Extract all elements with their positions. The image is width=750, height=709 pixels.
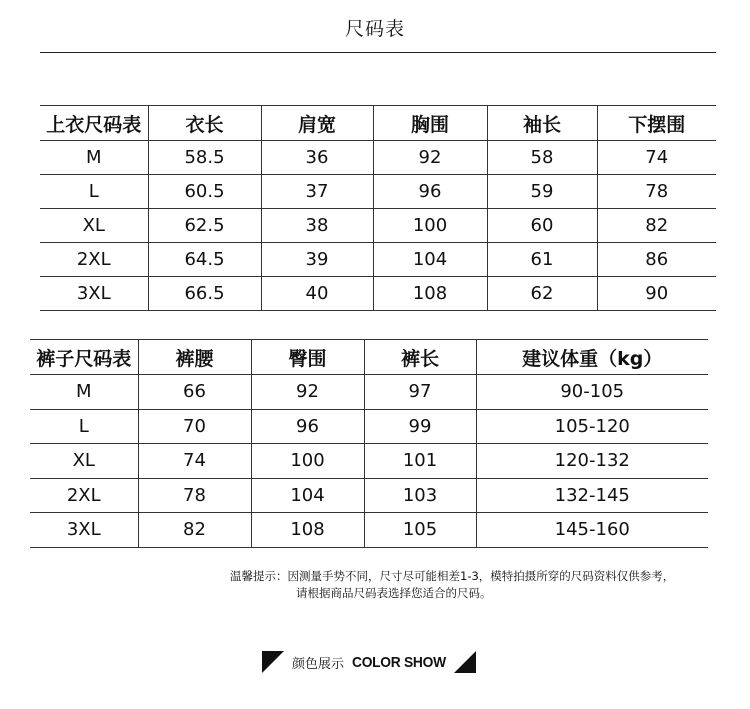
table-cell: 64.5 xyxy=(148,243,261,277)
table-cell: 86 xyxy=(597,243,716,277)
table-cell: 132-145 xyxy=(476,478,708,513)
table-cell: 103 xyxy=(364,478,476,513)
header-cell: 下摆围 xyxy=(597,106,716,141)
table-row xyxy=(30,478,708,513)
header-cell: 建议体重（kg） xyxy=(476,340,708,375)
table-row xyxy=(40,277,716,311)
table-cell: 74 xyxy=(597,141,716,175)
table-row xyxy=(30,409,708,444)
table-cell: 92 xyxy=(373,141,487,175)
table-cell: 37 xyxy=(261,175,373,209)
table-cell: 70 xyxy=(138,409,251,444)
page-title: 尺码表 xyxy=(344,18,405,40)
triangle-right-icon xyxy=(454,651,476,673)
table-cell: 60 xyxy=(487,209,597,243)
table-row xyxy=(40,243,716,277)
table-cell: 92 xyxy=(251,375,364,410)
table-cell: 66.5 xyxy=(148,277,261,311)
table-row xyxy=(30,375,708,410)
bottom-size-table xyxy=(30,339,708,548)
size-cell: XL xyxy=(30,444,138,479)
header-cell: 臀围 xyxy=(251,340,364,375)
table-header-row xyxy=(40,106,716,141)
table-cell: 36 xyxy=(261,141,373,175)
size-cell: M xyxy=(40,141,148,175)
size-cell: 3XL xyxy=(40,277,148,311)
table-cell: 66 xyxy=(138,375,251,410)
color-show-cn-label: 颜色展示 xyxy=(292,656,345,672)
table-row xyxy=(40,141,716,175)
table-cell: 82 xyxy=(138,513,251,548)
table-cell: 99 xyxy=(364,409,476,444)
table-cell: 105-120 xyxy=(476,409,708,444)
header-cell: 肩宽 xyxy=(261,106,373,141)
table-cell: 39 xyxy=(261,243,373,277)
table-header-row xyxy=(30,340,708,375)
table-cell: 96 xyxy=(373,175,487,209)
size-cell: M xyxy=(30,375,138,410)
table-cell: 60.5 xyxy=(148,175,261,209)
header-cell: 胸围 xyxy=(373,106,487,141)
header-cell: 袖长 xyxy=(487,106,597,141)
table-row xyxy=(30,513,708,548)
table-cell: 58.5 xyxy=(148,141,261,175)
notes-line: 请根据商品尺码表选择您适合的尺码。 xyxy=(296,586,492,600)
table-cell: 78 xyxy=(138,478,251,513)
table-cell: 105 xyxy=(364,513,476,548)
table-cell: 38 xyxy=(261,209,373,243)
notes-line: 温馨提示：因测量手势不同，尺寸尽可能相差1-3，模特拍摄所穿的尺码资料仅供参考， xyxy=(230,569,675,583)
table-cell: 58 xyxy=(487,141,597,175)
table-row xyxy=(30,444,708,479)
table-cell: 62.5 xyxy=(148,209,261,243)
table-cell: 61 xyxy=(487,243,597,277)
table-cell: 100 xyxy=(251,444,364,479)
header-cell: 裤子尺码表 xyxy=(30,340,138,375)
table-row xyxy=(40,209,716,243)
size-cell: XL xyxy=(40,209,148,243)
table-cell: 90 xyxy=(597,277,716,311)
size-cell: 3XL xyxy=(30,513,138,548)
size-cell: L xyxy=(40,175,148,209)
color-show-banner xyxy=(262,650,476,674)
table-cell: 90-105 xyxy=(476,375,708,410)
table-cell: 78 xyxy=(597,175,716,209)
table-cell: 59 xyxy=(487,175,597,209)
table-cell: 96 xyxy=(251,409,364,444)
table-cell: 104 xyxy=(373,243,487,277)
table-cell: 40 xyxy=(261,277,373,311)
table-cell: 74 xyxy=(138,444,251,479)
header-cell: 裤长 xyxy=(364,340,476,375)
header-cell: 裤腰 xyxy=(138,340,251,375)
table-cell: 82 xyxy=(597,209,716,243)
size-cell: 2XL xyxy=(30,478,138,513)
color-show-en-label: COLOR SHOW xyxy=(352,653,446,671)
table-cell: 108 xyxy=(251,513,364,548)
triangle-left-icon xyxy=(262,651,284,673)
header-cell: 衣长 xyxy=(148,106,261,141)
top-size-table xyxy=(40,105,716,311)
header-cell: 上衣尺码表 xyxy=(40,106,148,141)
sizing-notes xyxy=(230,568,750,602)
table-cell: 97 xyxy=(364,375,476,410)
table-cell: 100 xyxy=(373,209,487,243)
table-cell: 120-132 xyxy=(476,444,708,479)
table-cell: 62 xyxy=(487,277,597,311)
title-divider xyxy=(40,52,716,53)
table-cell: 145-160 xyxy=(476,513,708,548)
table-cell: 104 xyxy=(251,478,364,513)
size-cell: L xyxy=(30,409,138,444)
table-row xyxy=(40,175,716,209)
size-cell: 2XL xyxy=(40,243,148,277)
table-cell: 101 xyxy=(364,444,476,479)
table-cell: 108 xyxy=(373,277,487,311)
